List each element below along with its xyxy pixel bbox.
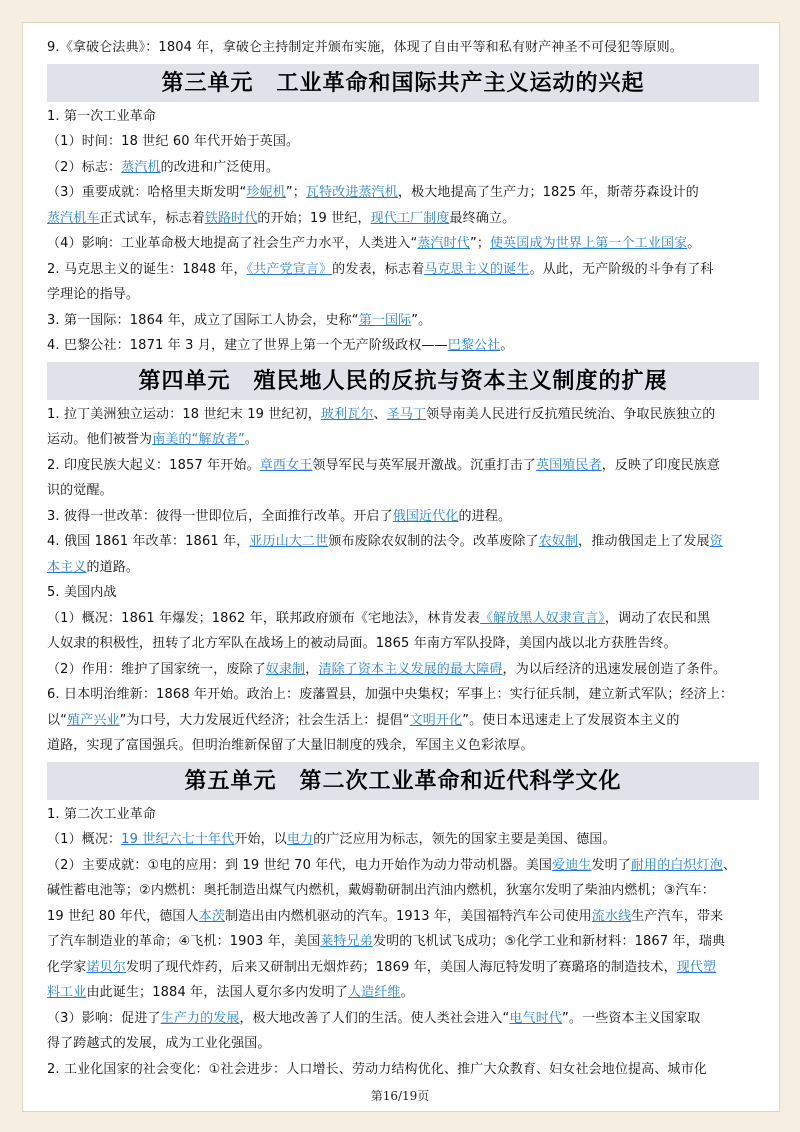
text-line xyxy=(47,657,759,683)
line-text: 。 xyxy=(500,338,514,353)
heading-text: 第三单元 工业革命和国际共产主义运动的兴起 xyxy=(161,69,645,96)
line-text: 正式试车，标志着 xyxy=(99,210,205,226)
key-term: 圣马丁 xyxy=(386,406,427,422)
line-text: 2. 工业化国家的社会变化：①社会进步：人口增长、劳动力结构优化、推广大众教育、妇女社会地位提高、城市化 xyxy=(47,1061,707,1077)
unit-heading xyxy=(47,362,759,400)
line-text: ”。 xyxy=(411,312,432,328)
key-term: 现代工厂制度 xyxy=(370,210,450,226)
key-term: 蒸汽时代 xyxy=(417,236,470,251)
text-line xyxy=(47,129,759,155)
line-text: 了汽车制造业的革命；④飞机：1903 年，美国 xyxy=(47,934,321,949)
line-text: 、 xyxy=(373,406,387,422)
line-text: ”。一些资本主义国家取 xyxy=(562,1010,701,1026)
text-line xyxy=(47,1006,759,1032)
text-line xyxy=(47,878,759,904)
text-line xyxy=(47,282,759,308)
line-text: （3）影响：促进了 xyxy=(47,1010,161,1026)
line-text: 运动。他们被誉为 xyxy=(47,432,153,447)
line-text: 4. 俄国 1861 年改革：1861 年， xyxy=(47,534,250,549)
key-term: 亚历山大二世 xyxy=(249,534,329,549)
line-text: 9.《拿破仑法典》：1804 年，拿破仑主持制定并颁布实施，体现了自由平等和私有财产神圣不可侵犯等原则。 xyxy=(47,40,683,55)
text-line xyxy=(47,606,759,632)
line-text: ”； xyxy=(285,185,306,200)
page-number: 第16/19页 xyxy=(370,1089,430,1103)
line-text: 颁布废除农奴制的法令。改革废除了 xyxy=(328,534,539,549)
line-text: 1. 拉丁美洲独立运动：18 世纪末 19 世纪初， xyxy=(47,406,321,422)
text-line xyxy=(47,453,759,479)
text-line xyxy=(47,708,759,734)
text-line xyxy=(47,529,759,555)
line-text: 的进程。 xyxy=(458,508,512,524)
key-term: 电气时代 xyxy=(509,1010,563,1026)
line-text: （3）重要成就：哈格里夫斯发明“ xyxy=(47,185,247,200)
line-text: 3. 第一国际：1864 年，成立了国际工人协会，史称“ xyxy=(47,312,359,328)
line-text: （1）时间：18 世纪 60 年代开始于英国。 xyxy=(47,134,300,149)
text-line xyxy=(47,827,759,853)
line-text: 。 xyxy=(244,432,259,447)
line-text: 的道路。 xyxy=(86,559,140,575)
unit-heading xyxy=(47,762,759,800)
text-line xyxy=(47,478,759,504)
text-line xyxy=(47,955,759,981)
key-term: 流水线 xyxy=(591,908,632,924)
line-text: 制造出由内燃机驱动的汽车。1913 年，美国福特汽车公司使用 xyxy=(225,908,592,924)
text-line xyxy=(47,1057,759,1083)
line-text: 的改进和广泛使用。 xyxy=(160,159,279,175)
line-text: ”； xyxy=(469,236,491,251)
text-line xyxy=(47,929,759,955)
line-text: 学理论的指导。 xyxy=(47,287,140,302)
key-term: 清除了资本主义发展的最大障碍 xyxy=(318,661,503,677)
key-term: 第一国际 xyxy=(358,312,412,328)
text-line xyxy=(47,402,759,428)
key-term: 现代塑 xyxy=(676,959,717,975)
line-text: 6. 日本明治维新：1868 年开始。政治上：废藩置县，加强中央集权；军事上：实行征兵制，建立新式军队；经济上： xyxy=(47,687,734,702)
text-line xyxy=(47,733,759,759)
key-term: 19 世纪六七十年代 xyxy=(121,832,235,847)
page-content xyxy=(47,35,759,1082)
line-text: 的发表，标志着 xyxy=(332,261,425,277)
line-text: （1）概况：1861 年爆发；1862 年，联邦政府颁布《宅地法》，林肯发表 xyxy=(47,610,480,626)
text-line xyxy=(47,333,759,359)
text-line xyxy=(47,257,759,283)
line-text: 领导军民与英军展开激战。沉重打击了 xyxy=(312,457,536,473)
heading-text: 第四单元 殖民地人民的反抗与资本主义制度的扩展 xyxy=(138,367,668,394)
line-text: ，调动了农民和黑 xyxy=(604,610,711,626)
line-text: 2. 马克思主义的诞生：1848 年， xyxy=(47,261,247,277)
text-line xyxy=(47,682,759,708)
line-text: 2. 印度民族大起义：1857 年开始。 xyxy=(47,457,260,473)
key-term: 俄国近代化 xyxy=(392,508,459,524)
text-line xyxy=(47,631,759,657)
key-term: 玻利瓦尔 xyxy=(320,406,374,422)
line-text: 最终确立。 xyxy=(449,210,516,226)
key-term: 本主义 xyxy=(47,559,87,575)
line-text: 发明的飞机试飞成功；⑤化学工业和新材料：1867 年，瑞典 xyxy=(372,934,726,949)
line-text: 1. 第二次工业革命 xyxy=(47,806,157,822)
line-text: 由此诞生；1884 年，法国人夏尔多内发明了 xyxy=(86,985,348,1000)
text-line xyxy=(47,155,759,181)
line-text: （2）作用：维护了国家统一，废除了 xyxy=(47,661,266,677)
line-text: 、 xyxy=(722,857,737,873)
line-text: 19 世纪 80 年代，德国人 xyxy=(47,908,199,924)
line-text: 3. 彼得一世改革：彼得一世即位后，全面推行改革。开启了 xyxy=(47,508,393,524)
key-term: 料工业 xyxy=(47,985,87,1000)
line-text: 发明了现代炸药，后来又研制出无烟炸药；1869 年，美国人海厄特发明了赛璐珞的制造技术， xyxy=(125,959,677,975)
line-text: 发明了 xyxy=(591,857,631,873)
line-text: ，推动俄国走上了发展 xyxy=(578,534,710,549)
line-text: ”为口号，大力发展近代经济；社会生活上：提倡“ xyxy=(119,712,410,728)
line-text: 开始，以 xyxy=(234,832,287,847)
key-term: 奴隶制 xyxy=(265,661,306,677)
key-term: 电力 xyxy=(286,832,314,847)
key-term: 人造纤维 xyxy=(347,985,401,1000)
key-term: 蒸汽机车 xyxy=(47,210,100,226)
line-text: 识的觉醒。 xyxy=(47,483,113,498)
line-text: ，极大地提高了生产力；1825 年，斯蒂芬森设计的 xyxy=(397,185,699,200)
key-term: 英国殖民者 xyxy=(535,457,602,473)
key-term: 《解放黑人奴隶宣言》 xyxy=(479,610,605,626)
key-term: 莱特兄弟 xyxy=(320,934,373,949)
key-term: 殖产兴业 xyxy=(67,712,120,728)
line-text: 的开始；19 世纪， xyxy=(257,210,371,226)
line-text: 生产汽车，带来 xyxy=(631,908,724,924)
key-term: 农奴制 xyxy=(538,534,579,549)
line-text: ，极大地改善了人们的生活。使人类社会进入“ xyxy=(239,1010,510,1026)
line-text: 碱性蓄电池等；②内燃机：奥托制造出煤气内燃机，戴姆勒研制出汽油内燃机，狄塞尔发明了柴油内燃机；③汽车： xyxy=(47,883,715,898)
text-line xyxy=(47,427,759,453)
text-line xyxy=(47,231,759,257)
document-page xyxy=(22,22,780,1112)
line-text: 4. 巴黎公社：1871 年 3 月，建立了世界上第一个无产阶级政权—— xyxy=(47,338,448,353)
key-term: 生产力的发展 xyxy=(160,1010,240,1026)
key-term: 铁路时代 xyxy=(204,210,258,226)
line-text: 。 xyxy=(400,985,414,1000)
text-line xyxy=(47,853,759,879)
key-term: 《共产党宣言》 xyxy=(246,261,333,277)
line-text: 领导南美人民进行反抗殖民统治、争取民族独立的 xyxy=(426,406,716,422)
key-term: 马克思主义的诞生 xyxy=(424,261,530,277)
key-term: 珍妮机 xyxy=(246,185,286,200)
text-line xyxy=(47,904,759,930)
key-term: 本茨 xyxy=(198,908,226,924)
key-term: 诺贝尔 xyxy=(86,959,126,975)
key-term: 南美的“解放者” xyxy=(152,432,245,447)
line-text: 。 xyxy=(687,236,701,251)
line-text: ， xyxy=(305,661,319,677)
text-line xyxy=(47,308,759,334)
line-text: 1. 第一次工业革命 xyxy=(47,108,157,124)
heading-text: 第五单元 第二次工业革命和近代科学文化 xyxy=(184,767,622,794)
key-term: 巴黎公社 xyxy=(447,338,501,353)
key-term: 使英国成为世界上第一个工业国家 xyxy=(490,236,688,251)
line-text: 5. 美国内战 xyxy=(47,585,117,600)
line-text: 得了跨越式的发展，成为工业化强国。 xyxy=(47,1036,271,1051)
text-line xyxy=(47,35,759,61)
text-line xyxy=(47,802,759,828)
line-text: ”。使日本迅速走上了发展资本主义的 xyxy=(462,712,680,728)
text-line xyxy=(47,555,759,581)
text-line xyxy=(47,1031,759,1057)
key-term: 耐用的白炽灯泡 xyxy=(630,857,723,873)
line-text: （4）影响：工业革命极大地提高了社会生产力水平，人类进入“ xyxy=(47,236,418,251)
key-term: 瓦特改进蒸汽机 xyxy=(305,185,398,200)
text-line xyxy=(47,504,759,530)
line-text: 。从此，无产阶级的斗争有了科 xyxy=(529,261,714,277)
unit-heading xyxy=(47,64,759,102)
text-line xyxy=(47,580,759,606)
key-term: 章西女王 xyxy=(259,457,313,473)
text-line xyxy=(47,104,759,130)
line-text: 以“ xyxy=(47,712,68,728)
line-text: 化学家 xyxy=(47,959,87,975)
text-line xyxy=(47,180,759,206)
text-line xyxy=(47,980,759,1006)
line-text: 人奴隶的积极性，扭转了北方军队在战场上的被动局面。1865 年南方军队投降，美国内战以北方获胜告终。 xyxy=(47,636,677,651)
key-term: 文明开化 xyxy=(409,712,463,728)
text-line xyxy=(47,206,759,232)
key-term: 资 xyxy=(709,534,723,549)
line-text: （2）主要成就：①电的应用：到 19 世纪 70 年代，电力开始作为动力带动机器。美国 xyxy=(47,857,552,873)
key-term: 爱迪生 xyxy=(552,857,592,873)
line-text: 的广泛应用为标志，领先的国家主要是美国、德国。 xyxy=(313,832,616,847)
line-text: （2）标志： xyxy=(47,159,122,175)
line-text: （1）概况： xyxy=(47,832,122,847)
line-text: ，为以后经济的迅速发展创造了条件。 xyxy=(502,661,727,677)
key-term: 蒸汽机 xyxy=(121,159,161,175)
line-text: ，反映了印度民族意 xyxy=(601,457,721,473)
line-text: 道路，实现了富国强兵。但明治维新保留了大量旧制度的残余，军国主义色彩浓厚。 xyxy=(47,738,534,753)
